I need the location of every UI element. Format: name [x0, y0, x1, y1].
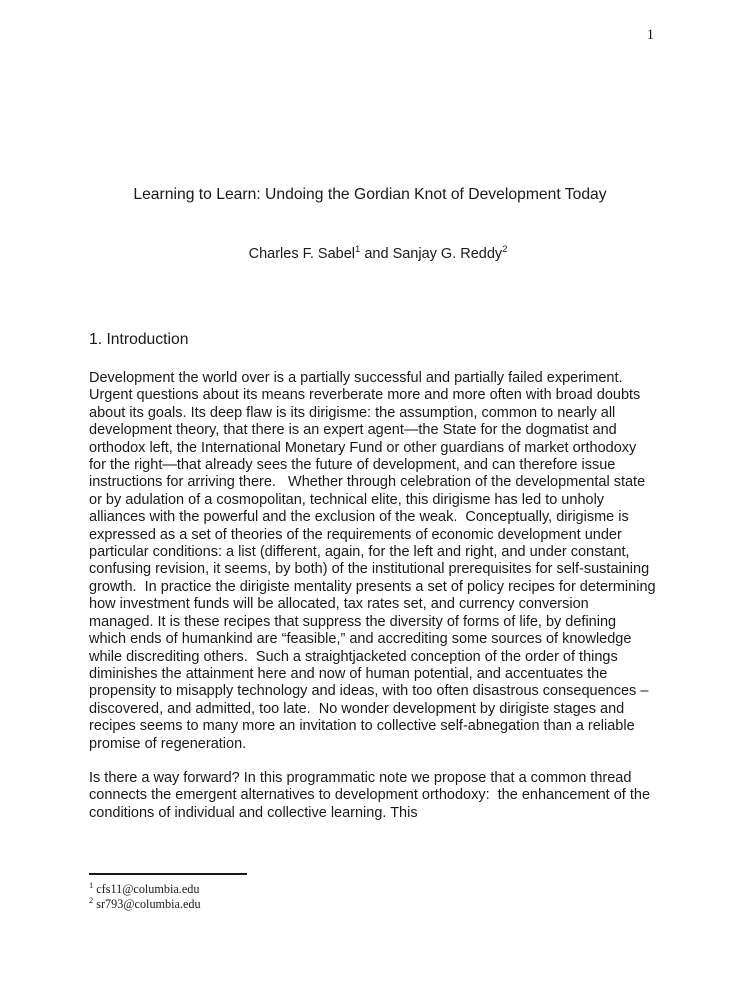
footnote-separator-rule — [89, 873, 247, 875]
author-byline — [0, 230, 740, 278]
paragraph-1: Development the world over is a partially successful and partially failed experiment. Urgent questions about its means reverberate more and more often with broad doubts about its goals. Its deep flaw is its dirigisme: the assumption, common to nearly all development theory, that there is an expert agent—the State for the dogmatist and orthodox left, the International Monetary Fund or other guardians of market orthodoxy for the right—that already sees the future of development, and can therefore issue instructions for arriving there. Whether through celebration of the developmental state or by adulation of a cosmopolitan, technical elite, this dirigisme has led to unholy alliances with the powerful and the exclusion of the weak. Conceptually, dirigisme is expressed as a set of theories of the requirements of economic development under particular conditions: a list (different, again, for the left and right, and under constant, confusing revision, it seems, by both) of the institutional prerequisites for self-sustaining growth. In practice the dirigiste mentality presents a set of policy recipes for determining how investment funds will be allocated, tax rates set, and currency conversion managed. It is these recipes that suppress the diversity of forms of life, by defining which ends of humankind are “feasible,” and accrediting some sources of knowledge while discrediting others. Such a straightjacketed conception of the order of things diminishes the attainment here and now of human potential, and accentuates the propensity to misapply technology and ideas, with too often disastrous consequences – discovered, and admitted, too late. No wonder development by dirigiste stages and recipes seems to many more an invitation to collective self-abnegation than a reliable promise of regeneration. — [89, 370, 660, 752]
footnote-1 — [89, 882, 509, 897]
footnote-2-marker: 2 — [89, 895, 94, 906]
footnote-1-marker: 1 — [89, 880, 94, 890]
footnote-2 — [89, 897, 509, 912]
footnote-2-text: sr793@columbia.edu — [96, 897, 201, 912]
page-number: 1 — [646, 27, 654, 43]
document-body — [89, 331, 660, 839]
author-2-footnote-marker: 2 — [502, 244, 508, 255]
paper-title: Learning to Learn: Undoing the Gordian Knot of Development Today — [133, 186, 607, 203]
footnote-section — [89, 873, 509, 913]
author-2-name: Sanjay G. Reddy — [392, 246, 503, 262]
author-1-footnote-marker: 1 — [355, 244, 361, 255]
author-connector: and — [360, 246, 393, 262]
footnote-1-text: cfs11@columbia.edu — [96, 882, 200, 896]
author-1-name: Charles F. Sabel — [248, 246, 356, 262]
paragraph-2: Is there a way forward? In this programmatic note we propose that a common thread connects the emergent alternatives to development orthodoxy: the enhancement of the conditions of individual and collective learning. This — [89, 769, 655, 821]
section-heading-introduction: 1. Introduction — [89, 331, 189, 348]
